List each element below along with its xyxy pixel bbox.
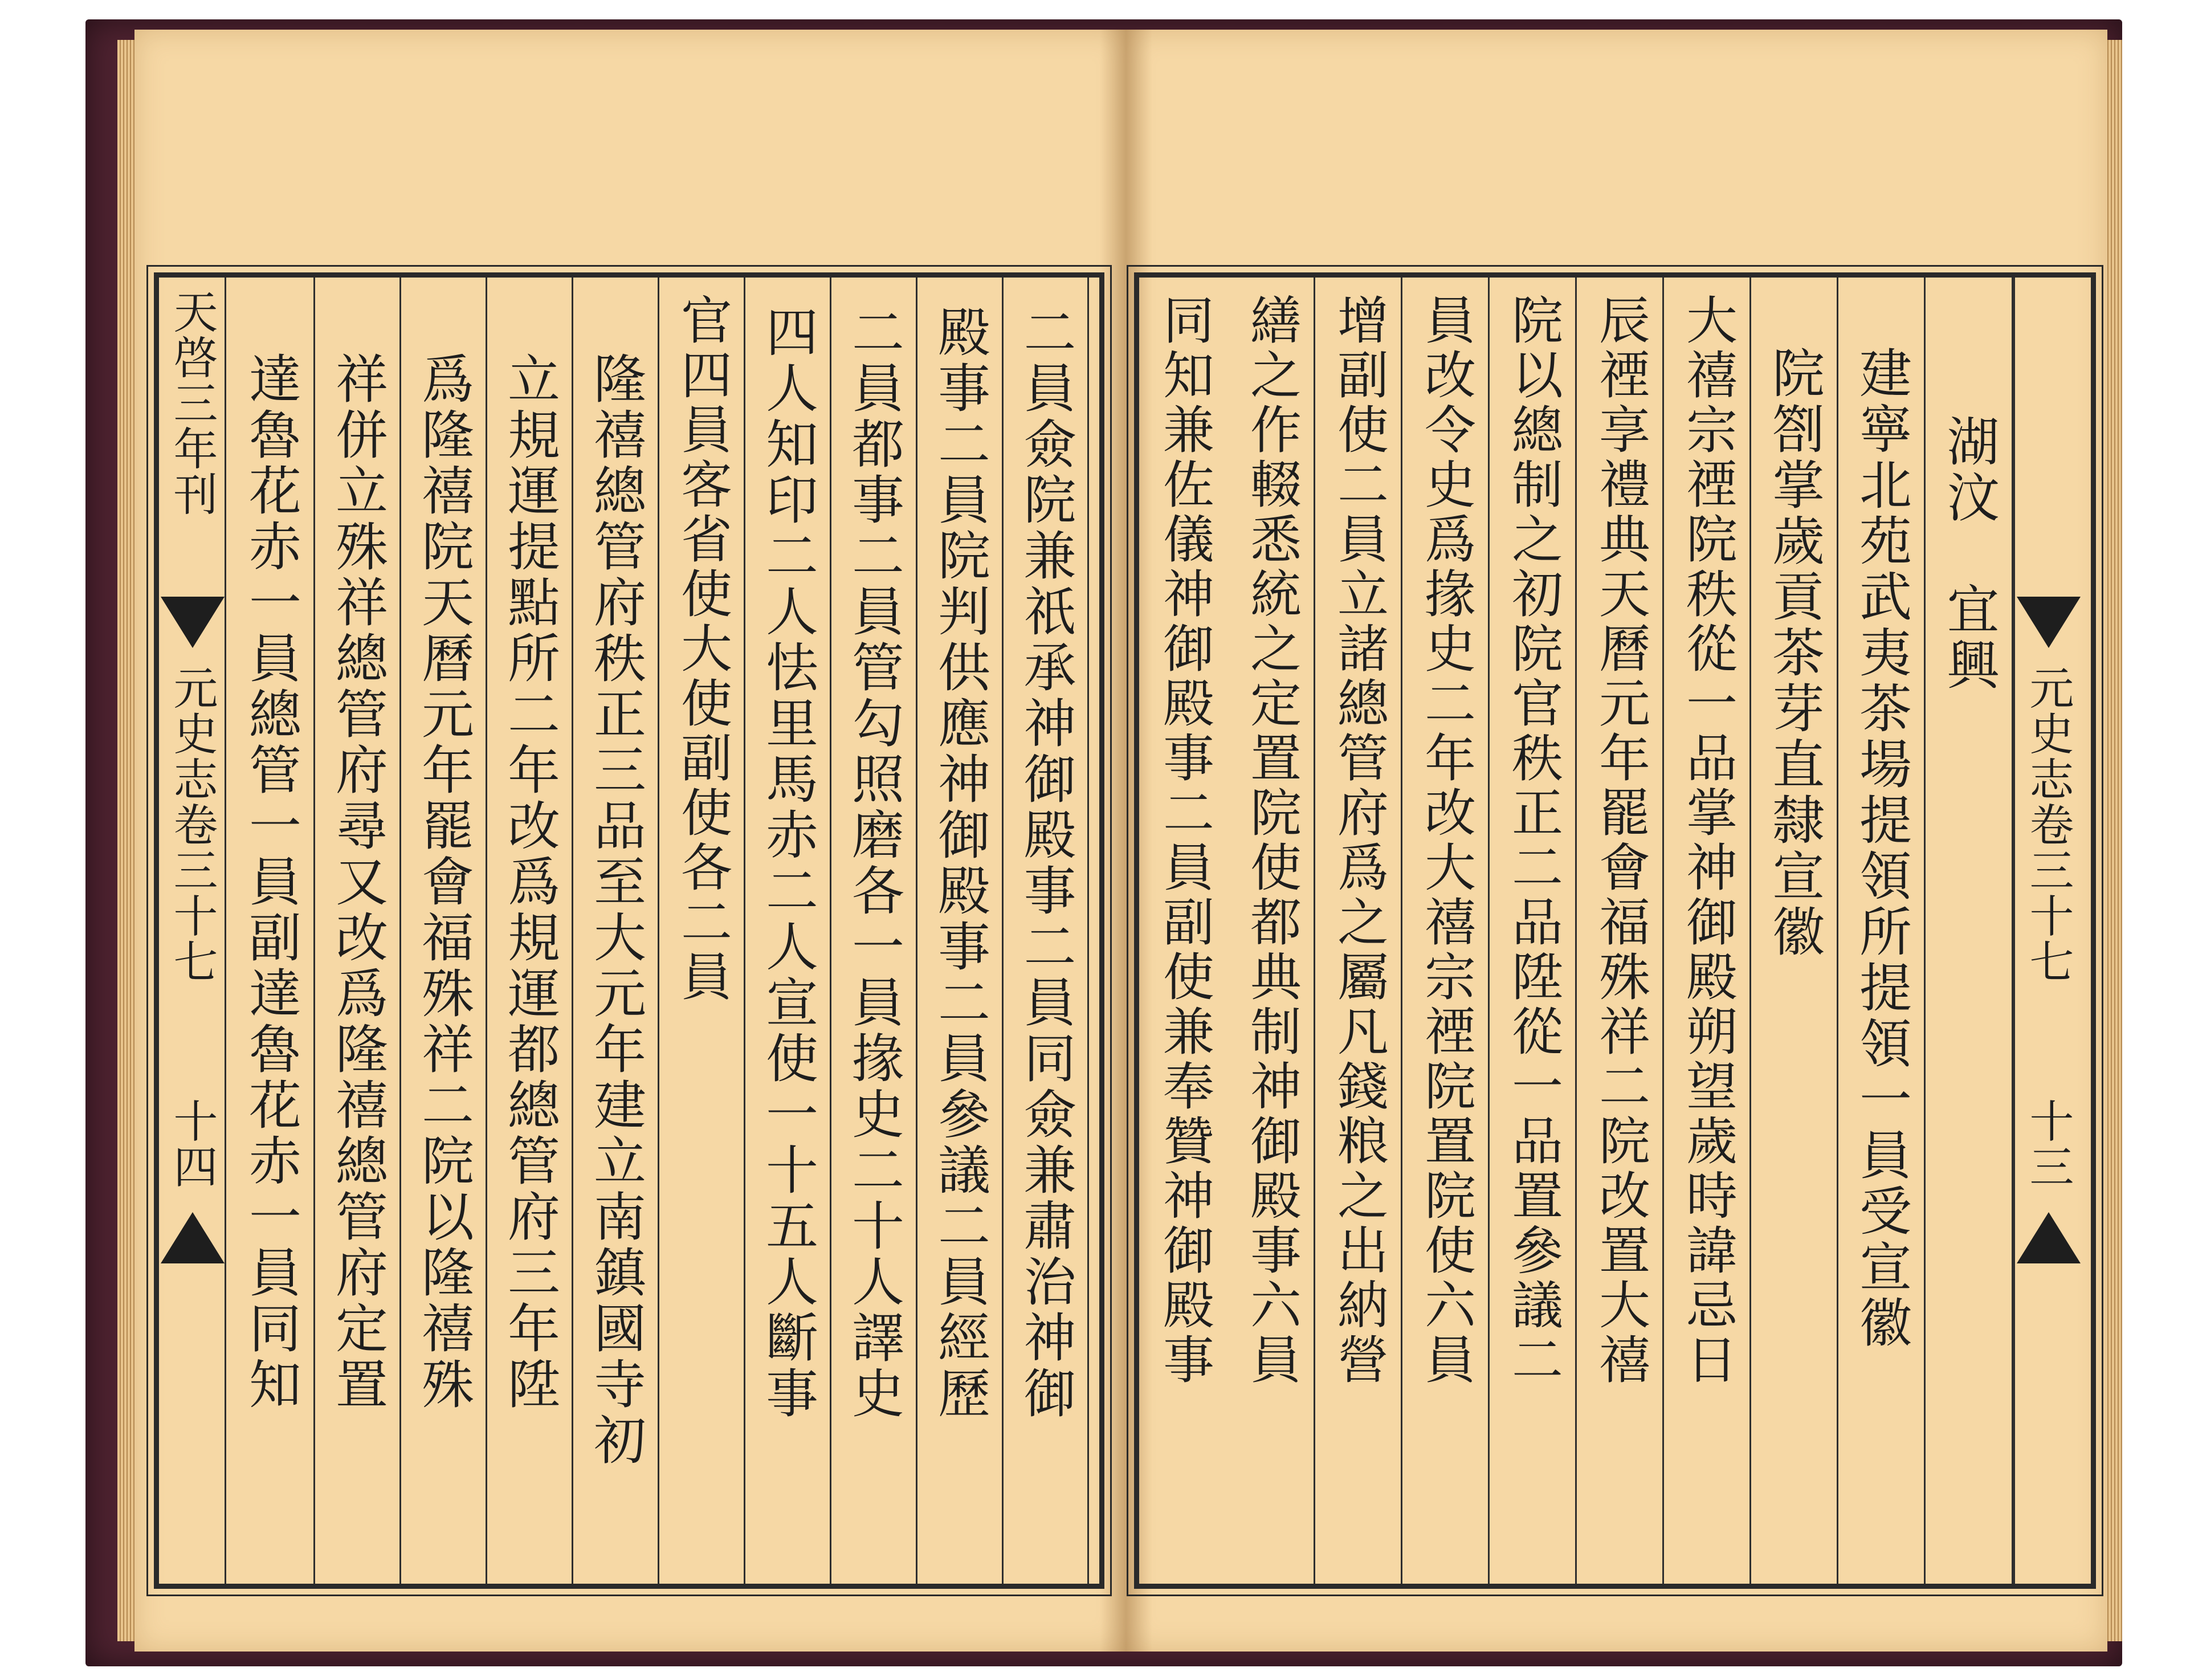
column-text: 殿事二員院判供應神御殿事二員參議二員經歷	[929, 305, 990, 1422]
text-column	[1664, 278, 1751, 1584]
text-column	[487, 278, 573, 1584]
text-column	[1139, 278, 1228, 1584]
text-column	[573, 278, 659, 1584]
column-text: 祥併立殊祥總管府尋又改爲隆禧總管府定置	[327, 352, 388, 1413]
column-text: 湖汶 宜興	[1938, 414, 2000, 694]
column-text: 官四員客省使大使副使各二員	[672, 293, 732, 1005]
text-column	[1577, 278, 1664, 1584]
fishtail-mark	[161, 597, 225, 648]
text-column	[1004, 278, 1089, 1584]
text-column	[659, 278, 745, 1584]
column-text: 四人知印二人怯里馬赤二人宣使一十五人斷事	[757, 305, 818, 1422]
right-page-text-frame	[1134, 272, 2096, 1589]
text-column	[401, 278, 487, 1584]
text-column	[1315, 278, 1402, 1584]
column-text: 二員都事二員管勾照磨各一員掾史二十人譯史	[843, 305, 904, 1422]
column-text: 員改令史爲掾史二年改大禧宗禋院置院使六員	[1416, 293, 1475, 1388]
folio-number: 十四	[166, 1098, 218, 1189]
column-text: 達魯花赤一員總管一員副達魯花赤一員同知	[240, 352, 301, 1413]
column-text: 爲隆禧院天曆元年罷會福殊祥二院以隆禧殊	[413, 352, 474, 1413]
text-column	[1402, 278, 1490, 1584]
text-column	[228, 278, 315, 1584]
text-column	[1838, 278, 1926, 1584]
fishtail-mark	[2017, 1212, 2081, 1263]
edition-label: 天啓三年刊	[166, 289, 218, 517]
fishtail-mark	[2017, 597, 2081, 648]
column-text: 立規運提點所二年改爲規運都總管府三年陞	[499, 352, 560, 1413]
volume-title: 元史志卷三十七	[2022, 665, 2074, 984]
text-column	[1926, 278, 2013, 1584]
left-page-text-frame	[154, 272, 1104, 1589]
column-text: 大禧宗禋院秩從一品掌神御殿朔望歲時諱忌日	[1677, 293, 1737, 1388]
folio-number: 十三	[2022, 1098, 2074, 1189]
volume-title: 元史志卷三十七	[166, 665, 218, 984]
text-column	[917, 278, 1004, 1584]
column-text: 增副使二員立諸總管府爲之屬凡錢粮之出納營	[1328, 293, 1388, 1388]
page-edges-left	[117, 40, 137, 1641]
text-column	[1490, 278, 1577, 1584]
text-column	[831, 278, 917, 1584]
column-text: 二員僉院兼祇承神御殿事二員同僉兼肅治神御	[1015, 305, 1076, 1422]
text-column	[315, 278, 401, 1584]
text-column	[1228, 278, 1315, 1584]
column-text: 繕之作輟悉統之定置院使都典制神御殿事六員	[1241, 293, 1301, 1388]
right-page-margin-column	[2013, 278, 2081, 1584]
column-text: 院劄掌歲貢茶芽直隸宣徽	[1764, 346, 1825, 960]
column-text: 隆禧總管府秩正三品至大元年建立南鎮國寺初	[585, 352, 646, 1469]
page-edges-right	[2105, 40, 2122, 1641]
fishtail-mark	[161, 1212, 225, 1263]
column-text: 同知兼佐儀神御殿事二員副使兼奉贊神御殿事	[1154, 293, 1214, 1388]
column-text: 院以總制之初院官秩正二品陞從一品置參議二	[1503, 293, 1563, 1388]
text-column	[1751, 278, 1838, 1584]
column-text: 建寧北苑武夷茶場提領所提領一員受宣徽	[1851, 346, 1912, 1351]
column-text: 辰禋享禮典天曆元年罷會福殊祥二院改置大禧	[1590, 293, 1650, 1388]
left-page-margin-column	[159, 278, 226, 1584]
text-column	[745, 278, 831, 1584]
